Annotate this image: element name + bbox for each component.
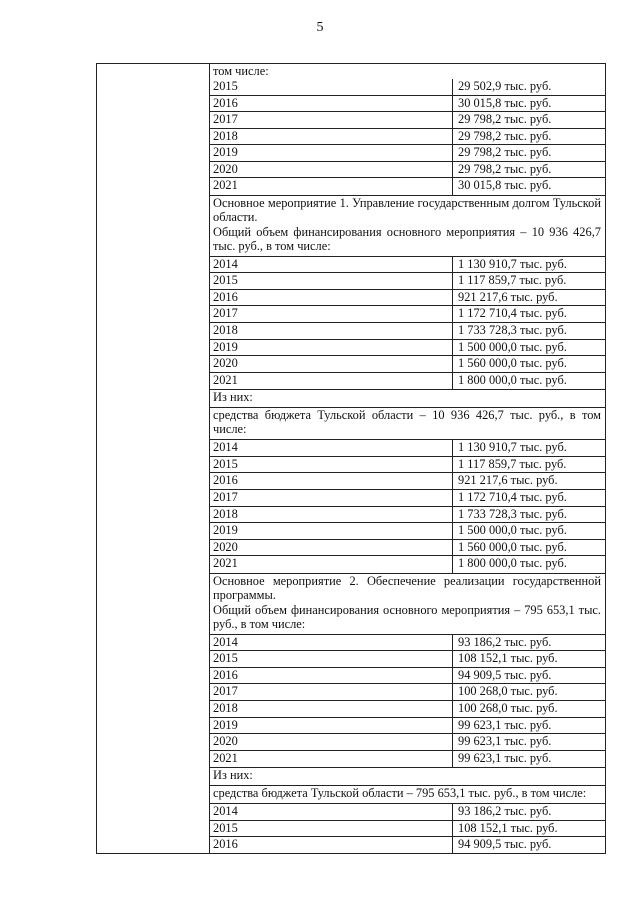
table-row (210, 718, 605, 735)
year-cell: 2014 (210, 440, 453, 456)
year-cell: 2015 (210, 821, 453, 837)
year-cell: 2018 (210, 129, 453, 145)
document-table (96, 63, 606, 854)
year-cell: 2014 (210, 804, 453, 820)
year-cell: 2018 (210, 701, 453, 717)
year-cell: 2017 (210, 112, 453, 128)
table-row (210, 684, 605, 701)
year-cell: 2017 (210, 306, 453, 322)
table-row (210, 651, 605, 668)
table-row (210, 821, 605, 838)
amount-cell: 30 015,8 тыс. руб. (458, 95, 552, 110)
table-row (210, 373, 605, 390)
amount-cell: 29 502,9 тыс. руб. (458, 78, 552, 93)
amount-cell: 1 800 000,0 тыс. руб. (458, 372, 567, 387)
amount-cell: 99 623,1 тыс. руб. (458, 750, 552, 765)
amount-cell: 99 623,1 тыс. руб. (458, 734, 552, 749)
amount-cell: 94 909,5 тыс. руб. (458, 667, 552, 682)
table-row (210, 340, 605, 357)
amount-cell: 1 560 000,0 тыс. руб. (458, 356, 567, 371)
amount-cell: 1 172 710,4 тыс. руб. (458, 306, 567, 321)
table-row (210, 257, 605, 274)
table-right-column (210, 64, 605, 853)
amount-cell: 1 500 000,0 тыс. руб. (458, 523, 567, 538)
year-cell: 2014 (210, 635, 453, 651)
year-cell: 2019 (210, 145, 453, 161)
amount-cell: 108 152,1 тыс. руб. (458, 820, 558, 835)
table-row (210, 668, 605, 685)
year-cell: 2021 (210, 178, 453, 195)
amount-cell: 99 623,1 тыс. руб. (458, 717, 552, 732)
amount-cell: 1 117 859,7 тыс. руб. (458, 273, 567, 288)
year-cell: 2016 (210, 290, 453, 306)
paragraph-text: Из них: (210, 390, 605, 408)
year-cell: 2021 (210, 373, 453, 390)
table-row (210, 290, 605, 307)
amount-cell: 93 186,2 тыс. руб. (458, 804, 552, 819)
paragraph-text: средства бюджета Тульской области – 10 936 426,7 тыс. руб., в том числе: (210, 408, 605, 440)
table-left-column (97, 64, 210, 853)
amount-cell: 1 733 728,3 тыс. руб. (458, 323, 567, 338)
table-row (210, 837, 605, 854)
table-row (210, 273, 605, 290)
paragraph-text: Общий объем финансирования основного мероприятия – 795 653,1 тыс. руб., в том числе: (210, 603, 605, 635)
table-row (210, 734, 605, 751)
year-amount-table (210, 440, 605, 574)
amount-cell: 30 015,8 тыс. руб. (458, 178, 552, 193)
table-row (210, 540, 605, 557)
table-row (210, 804, 605, 821)
table-row (210, 162, 605, 179)
amount-cell: 1 800 000,0 тыс. руб. (458, 556, 567, 571)
amount-cell: 921 217,6 тыс. руб. (458, 289, 558, 304)
year-cell: 2015 (210, 457, 453, 473)
year-cell: 2014 (210, 257, 453, 273)
year-cell: 2016 (210, 668, 453, 684)
table-row (210, 145, 605, 162)
table-row (210, 507, 605, 524)
year-cell: 2015 (210, 273, 453, 289)
amount-cell: 1 117 859,7 тыс. руб. (458, 456, 567, 471)
year-cell: 2015 (210, 651, 453, 667)
page-number: 5 (316, 20, 324, 35)
amount-cell: 100 268,0 тыс. руб. (458, 700, 558, 715)
year-cell: 2016 (210, 837, 453, 854)
amount-cell: 108 152,1 тыс. руб. (458, 651, 558, 666)
paragraph-text: средства бюджета Тульской области – 795 653,1 тыс. руб., в том числе: (210, 786, 605, 804)
year-cell: 2015 (210, 79, 453, 95)
paragraph-text: Основное мероприятие 1. Управление государственным долгом Тульской области. (213, 196, 601, 224)
table-row (210, 490, 605, 507)
table-row (210, 523, 605, 540)
amount-cell: 921 217,6 тыс. руб. (458, 473, 558, 488)
year-cell: 2019 (210, 340, 453, 356)
table-row (210, 473, 605, 490)
table-row (210, 556, 605, 573)
year-cell: 2017 (210, 490, 453, 506)
amount-cell: 29 798,2 тыс. руб. (458, 112, 552, 127)
year-cell: 2019 (210, 523, 453, 539)
paragraph-text: Основное мероприятие 2. Обеспечение реализации государственной программы. (213, 573, 601, 602)
table-row (210, 457, 605, 474)
amount-cell: 1 130 910,7 тыс. руб. (458, 440, 567, 455)
amount-cell: 100 268,0 тыс. руб. (458, 684, 558, 699)
table-row (210, 112, 605, 129)
table-row (210, 323, 605, 340)
amount-cell: 29 798,2 тыс. руб. (458, 161, 552, 176)
amount-cell: 1 172 710,4 тыс. руб. (458, 489, 567, 504)
table-row (210, 178, 605, 195)
year-amount-table (210, 257, 605, 391)
table-row (210, 440, 605, 457)
year-cell: 2020 (210, 162, 453, 178)
year-cell: 2021 (210, 556, 453, 573)
amount-cell: 1 130 910,7 тыс. руб. (458, 256, 567, 271)
paragraph-text: Из них: (210, 768, 605, 786)
amount-cell: 1 733 728,3 тыс. руб. (458, 506, 567, 521)
amount-cell: 1 560 000,0 тыс. руб. (458, 539, 567, 554)
paragraph-text: том числе: (213, 64, 269, 78)
table-row (210, 701, 605, 718)
amount-cell: 29 798,2 тыс. руб. (458, 128, 552, 143)
amount-cell: 94 909,5 тыс. руб. (458, 837, 552, 852)
year-cell: 2017 (210, 684, 453, 700)
year-cell: 2020 (210, 734, 453, 750)
amount-cell: 93 186,2 тыс. руб. (458, 634, 552, 649)
table-row (210, 306, 605, 323)
year-cell: 2021 (210, 751, 453, 768)
year-cell: 2018 (210, 323, 453, 339)
year-cell: 2020 (210, 540, 453, 556)
table-row (210, 96, 605, 113)
table-row (210, 751, 605, 768)
year-amount-table (210, 79, 605, 196)
table-row (210, 635, 605, 652)
year-cell: 2019 (210, 718, 453, 734)
table-row (210, 129, 605, 146)
amount-cell: 29 798,2 тыс. руб. (458, 145, 552, 160)
year-cell: 2020 (210, 356, 453, 372)
year-cell: 2016 (210, 96, 453, 112)
year-amount-table (210, 804, 605, 854)
amount-cell: 1 500 000,0 тыс. руб. (458, 339, 567, 354)
paragraph-text: Общий объем финансирования основного мероприятия – 10 936 426,7 тыс. руб., в том числе: (210, 225, 605, 257)
table-row (210, 356, 605, 373)
year-cell: 2016 (210, 473, 453, 489)
table-row (210, 79, 605, 96)
year-amount-table (210, 635, 605, 769)
year-cell: 2018 (210, 507, 453, 523)
